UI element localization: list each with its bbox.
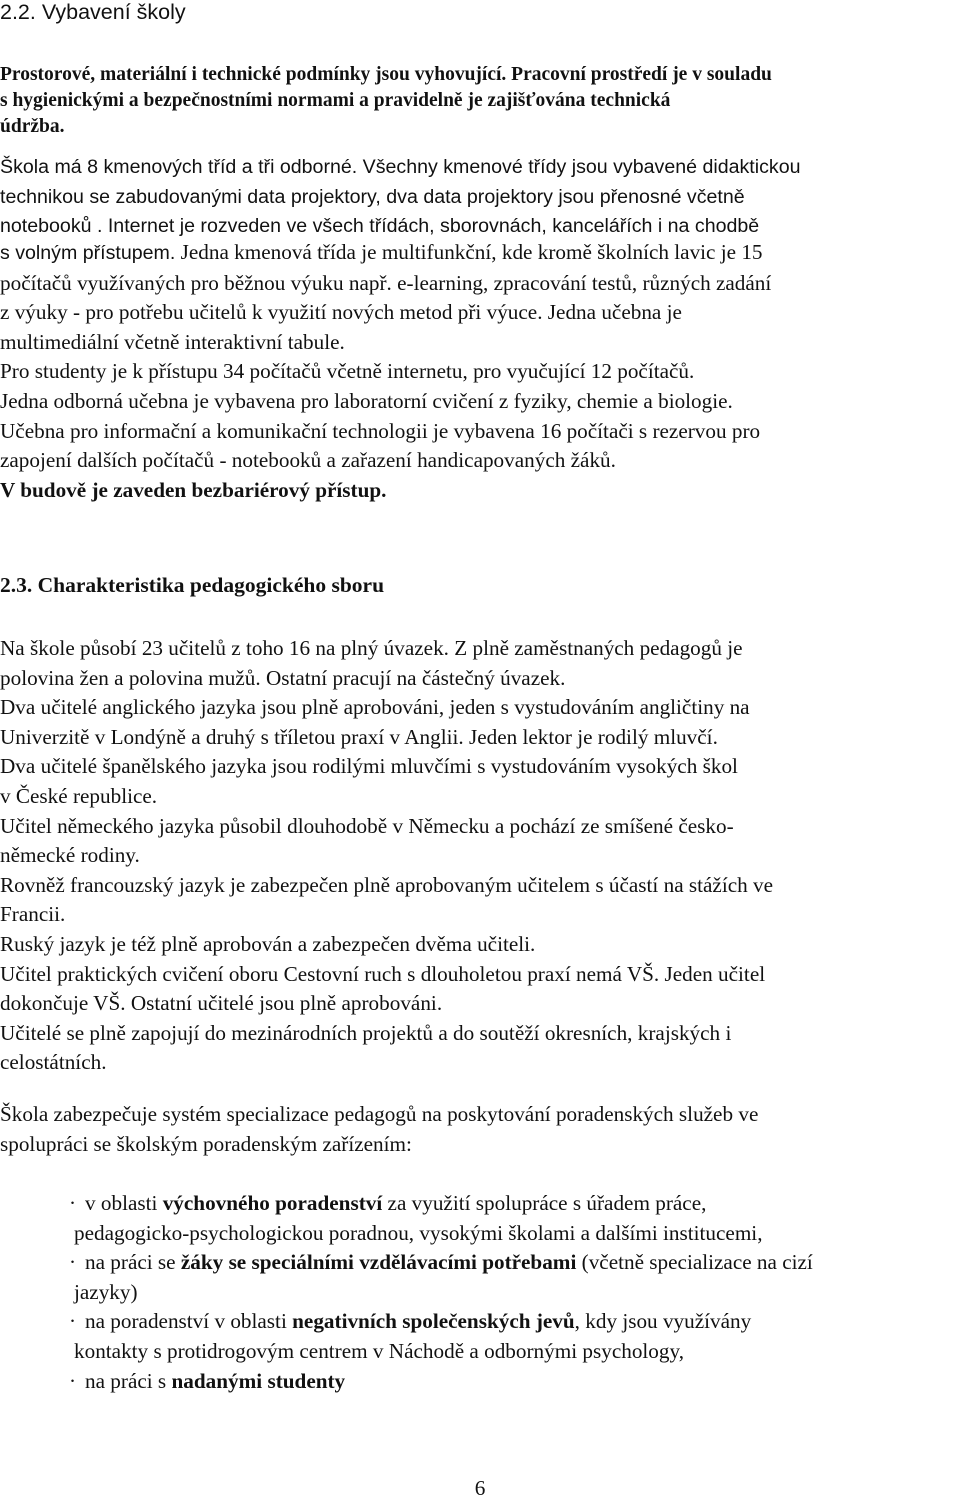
- bullet-icon: ·: [68, 1368, 77, 1393]
- list-item: · na poradenství v oblasti negativních společenských jevů, kdy jsou využívány kontakty s protidrogovým centrem v Náchodě a odbornými psychology,: [68, 1309, 752, 1363]
- facilities-conditions-paragraph: Prostorové, materiální i technické podmínky jsou vyhovující. Pracovní prostředí je v souladu s hygienickými a bezpečnostními normami a pravidelně je zajišťována technická údržba.: [0, 64, 772, 137]
- counseling-intro: Škola zabezpečuje systém specializace pedagogů na poskytování poradenských služeb ve spolupráci se školským poradenským zařízením:: [0, 1102, 759, 1156]
- page-number: 6: [474, 1476, 486, 1500]
- staff-description: Na škole působí 23 učitelů z toho 16 na plný úvazek. Z plně zaměstnaných pedagogů je polovina žen a polovina mužů. Ostatní pracují na částečný úvazek. Dva učitelé anglického jazyka jsou plně aprobováni, jeden s vystudováním angličtiny na Univerzitě v Londýně a druhý s tříletou praxí v Anglii. Jeden lektor je rodilý mluvčí. Dva učitelé španělského jazyka jsou rodilými mluvčími s vystudováním vysokých škol v České republice. Učitel německého jazyka působil dlouhodobě v Německu a pochází ze smíšené česko- německé rodiny. Rovněž francouzský jazyk je zabezpečen plně aprobovaným učitelem s účastí na stážích ve Francii. Ruský jazyk je též plně aprobován a zabezpečen dvěma učiteli. Učitel praktických cvičení oboru Cestovní ruch s dlouholetou praxí nemá VŠ. Jeden učitel dokončuje VŠ. Ostatní učitelé jsou plně aprobováni. Učitelé se plně zapojují do mezinárodních projektů a do soutěží okresních, krajských i celostátních.: [0, 636, 774, 1075]
- bullet-icon: ·: [68, 1191, 77, 1215]
- list-item: · na práci se žáky se speciálními vzdělávacími potřebami (včetně specializace na cizí jazyky): [68, 1250, 813, 1304]
- section-heading-vybaveni: 2.2. Vybavení školy: [0, 0, 186, 24]
- list-item: · na práci s nadanými studenty: [74, 1367, 960, 1397]
- computers-paragraph: s volným přístupem. Jedna kmenová třída je multifunkční, kde kromě školních lavic je 15 počítačů využívaných pro běžnou výuku např. e-learning, zpracování testů, různých zadání z výuky - pro potřebu učitelů k využití nových metod při výuce. Jedna učebna je multimediální včetně interaktivní tabule. Pro studenty je k přístupu 34 počítačů včetně internetu, pro vyučující 12 počítačů. Jedna odborná učebna je vybavena pro laboratorní cvičení z fyziky, chemie a biologie. Učebna pro informační a komunikační technologii je vybavena 16 počítači s rezervou pro zapojení dalších počítačů - notebooků a zařazení handicapovaných žáků. V budově je zaveden bezbariérový přístup.: [0, 240, 772, 502]
- bullet-icon: ·: [68, 1309, 77, 1334]
- counseling-list: [68, 1189, 960, 1396]
- barrier-free-note: V budově je zaveden bezbariérový přístup.: [0, 477, 387, 502]
- list-item: · v oblasti výchovného poradenství za využití spolupráce s úřadem práce, pedagogicko-psychologickou poradnou, vysokými školami a dalšími institucemi,: [68, 1191, 763, 1245]
- section-heading-sbor: 2.3. Charakteristika pedagogického sboru: [0, 573, 385, 597]
- classroom-equipment-paragraph: Škola má 8 kmenových tříd a tři odborné. Všechny kmenové třídy jsou vybavené didaktickou technikou se zabudovanými data projektory, dva data projektory jsou přenosné včetně notebooků . Internet je rozveden ve všech třídách, sborovnách, kancelářích i na chodbě: [0, 156, 801, 238]
- bullet-icon: ·: [68, 1250, 77, 1275]
